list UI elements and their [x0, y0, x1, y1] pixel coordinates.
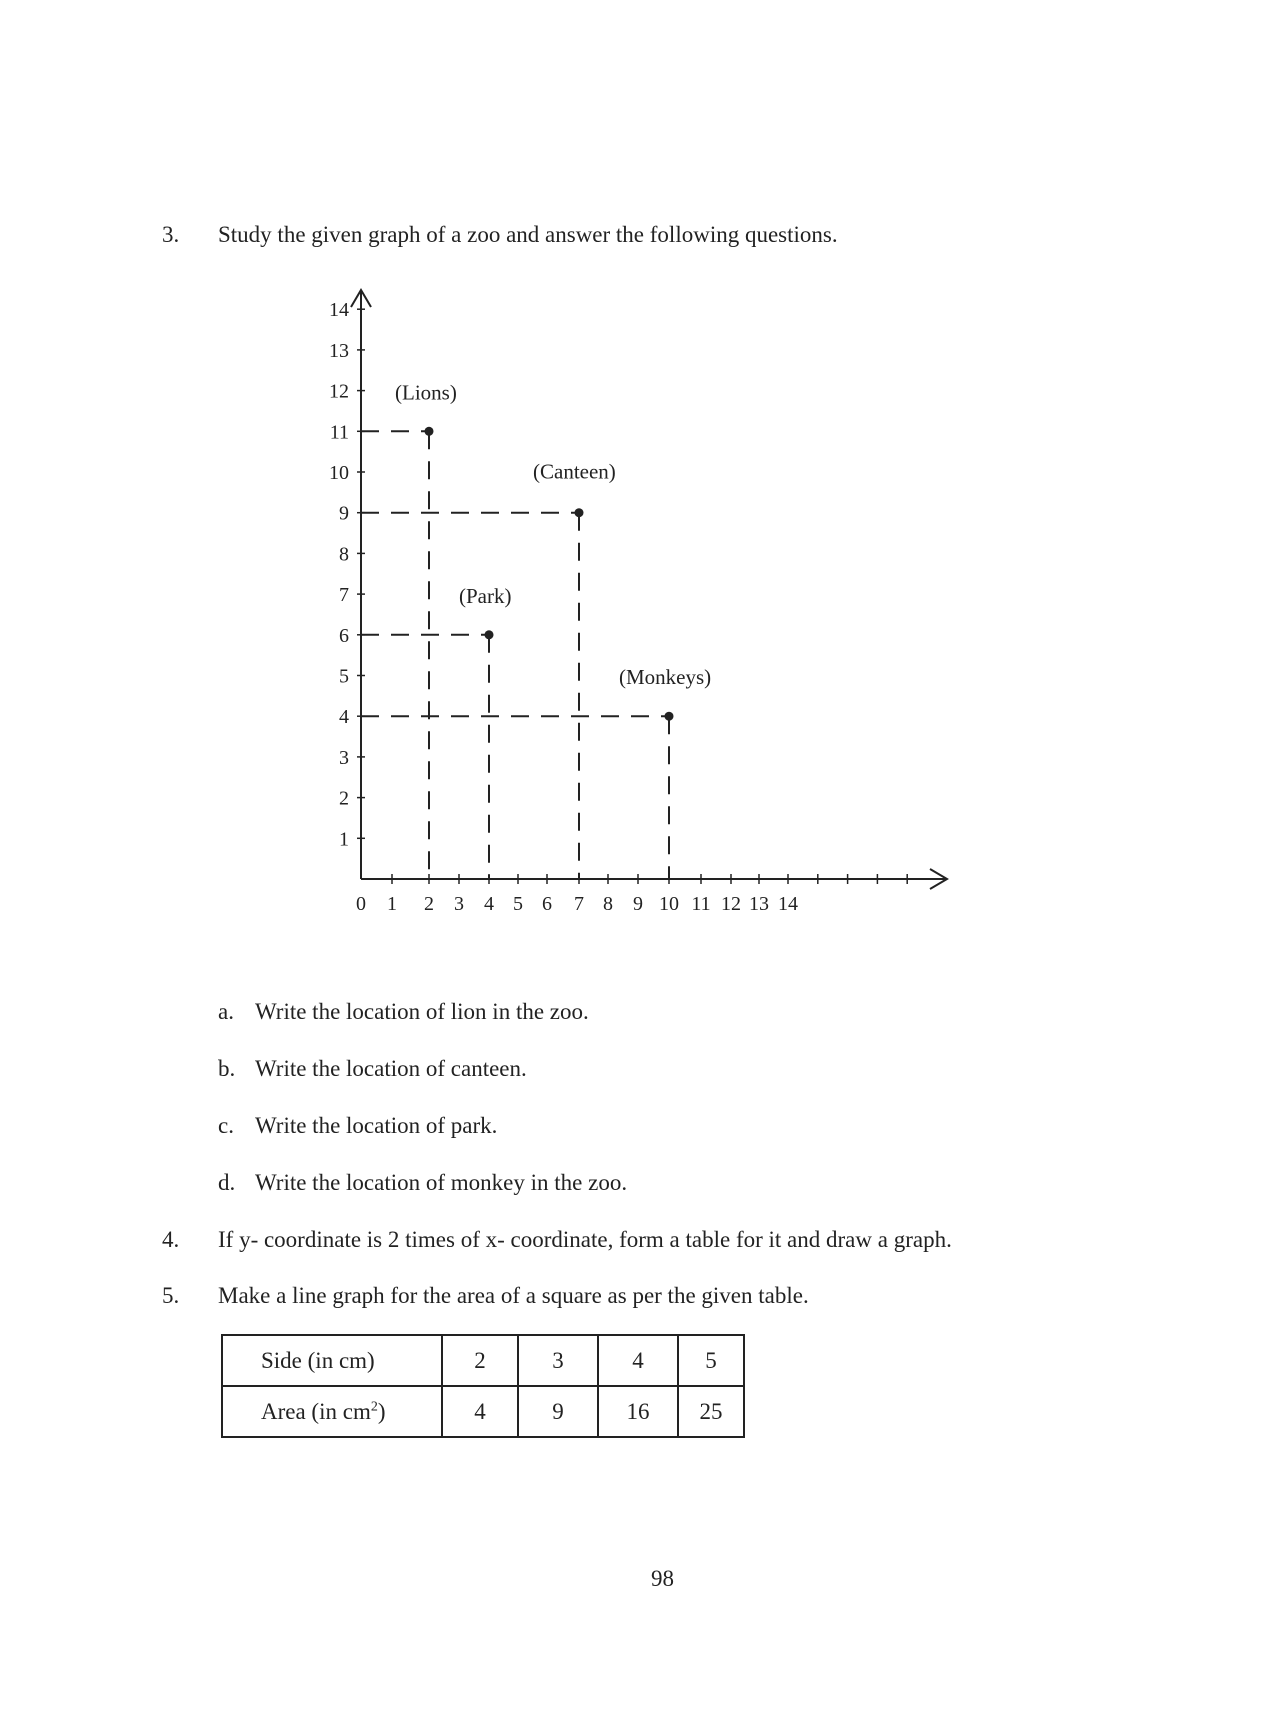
location-point: [575, 508, 584, 517]
subquestion-d-text: Write the location of monkey in the zoo.: [255, 1170, 628, 1195]
x-tick-label: 8: [603, 893, 613, 915]
question-4-text: If y- coordinate is 2 times of x- coordinate, form a table for it and draw a graph.: [218, 1227, 952, 1252]
location-label: (Monkeys): [619, 665, 712, 690]
area-header-superscript: 2: [370, 1398, 378, 1414]
y-tick-label: 5: [339, 665, 349, 688]
subquestion-b-text: Write the location of canteen.: [255, 1056, 527, 1081]
x-tick-label: 6: [542, 893, 552, 915]
area-header-label: Area (in cm: [261, 1398, 371, 1424]
x-tick-label: 9: [633, 893, 643, 915]
question-3-text: Study the given graph of a zoo and answer the following questions.: [218, 222, 838, 247]
y-tick-label: 7: [339, 584, 349, 607]
x-tick-label: 4: [484, 893, 494, 915]
location-point: [485, 630, 494, 639]
subquestion-a-letter: a.: [218, 999, 234, 1024]
location-label: (Canteen): [533, 459, 616, 484]
y-tick-label: 4: [339, 706, 349, 729]
x-tick-label: 10: [659, 893, 679, 915]
side-value-cell: 2: [442, 1335, 518, 1386]
location-label: (Lions): [395, 380, 457, 405]
x-tick-label: 2: [424, 893, 434, 915]
area-value-cell: 9: [518, 1386, 598, 1437]
area-value-cell: 25: [678, 1386, 744, 1437]
subquestion-a-text: Write the location of lion in the zoo.: [255, 999, 589, 1024]
area-header-close: ): [377, 1398, 386, 1424]
y-tick-label: 12: [329, 380, 349, 403]
x-tick-label: 12: [721, 893, 741, 915]
x-tick-label: 14: [778, 893, 798, 915]
question-5-number: 5.: [162, 1283, 180, 1308]
x-tick-label: 7: [574, 893, 584, 915]
side-value-cell: 4: [598, 1335, 678, 1386]
location-label: (Park): [459, 583, 512, 608]
table-row-side: [222, 1335, 744, 1386]
table-row-area: [222, 1386, 744, 1437]
y-tick-label: 2: [339, 787, 349, 810]
y-tick-label: 8: [339, 543, 349, 566]
y-tick-label: 1: [339, 828, 349, 851]
subquestion-c-letter: c.: [218, 1113, 234, 1138]
subquestion-b-letter: b.: [218, 1056, 236, 1081]
location-point: [665, 712, 674, 721]
x-tick-label: 13: [749, 893, 769, 915]
y-tick-label: 9: [339, 502, 349, 525]
question-4-number: 4.: [162, 1227, 180, 1252]
y-tick-label: 6: [339, 624, 349, 647]
side-header-cell: Side (in cm): [222, 1335, 442, 1386]
x-tick-label: 11: [691, 893, 711, 915]
y-tick-label: 14: [329, 299, 349, 322]
area-value-cell: 4: [442, 1386, 518, 1437]
x-tick-label: 3: [454, 893, 464, 915]
x-tick-label: 0: [356, 893, 366, 915]
subquestion-d-letter: d.: [218, 1170, 236, 1195]
question-3-number: 3.: [162, 222, 180, 247]
x-tick-label: 5: [513, 893, 523, 915]
location-point: [425, 427, 434, 436]
y-tick-label: 3: [339, 746, 349, 769]
x-tick-label: 1: [387, 893, 397, 915]
dashed-guides: [361, 431, 669, 879]
question-5-text: Make a line graph for the area of a square as per the given table.: [218, 1283, 809, 1308]
side-value-cell: 5: [678, 1335, 744, 1386]
page-number: 98: [651, 1566, 674, 1591]
area-header-cell: [222, 1386, 442, 1437]
subquestion-c-text: Write the location of park.: [255, 1113, 498, 1138]
y-tick-label: 10: [329, 462, 349, 484]
y-tick-label: 11: [329, 421, 349, 444]
area-value-cell: 16: [598, 1386, 678, 1437]
location-points: [395, 380, 711, 720]
side-value-cell: 3: [518, 1335, 598, 1386]
square-area-table: [221, 1334, 745, 1438]
y-tick-label: 13: [329, 339, 349, 362]
